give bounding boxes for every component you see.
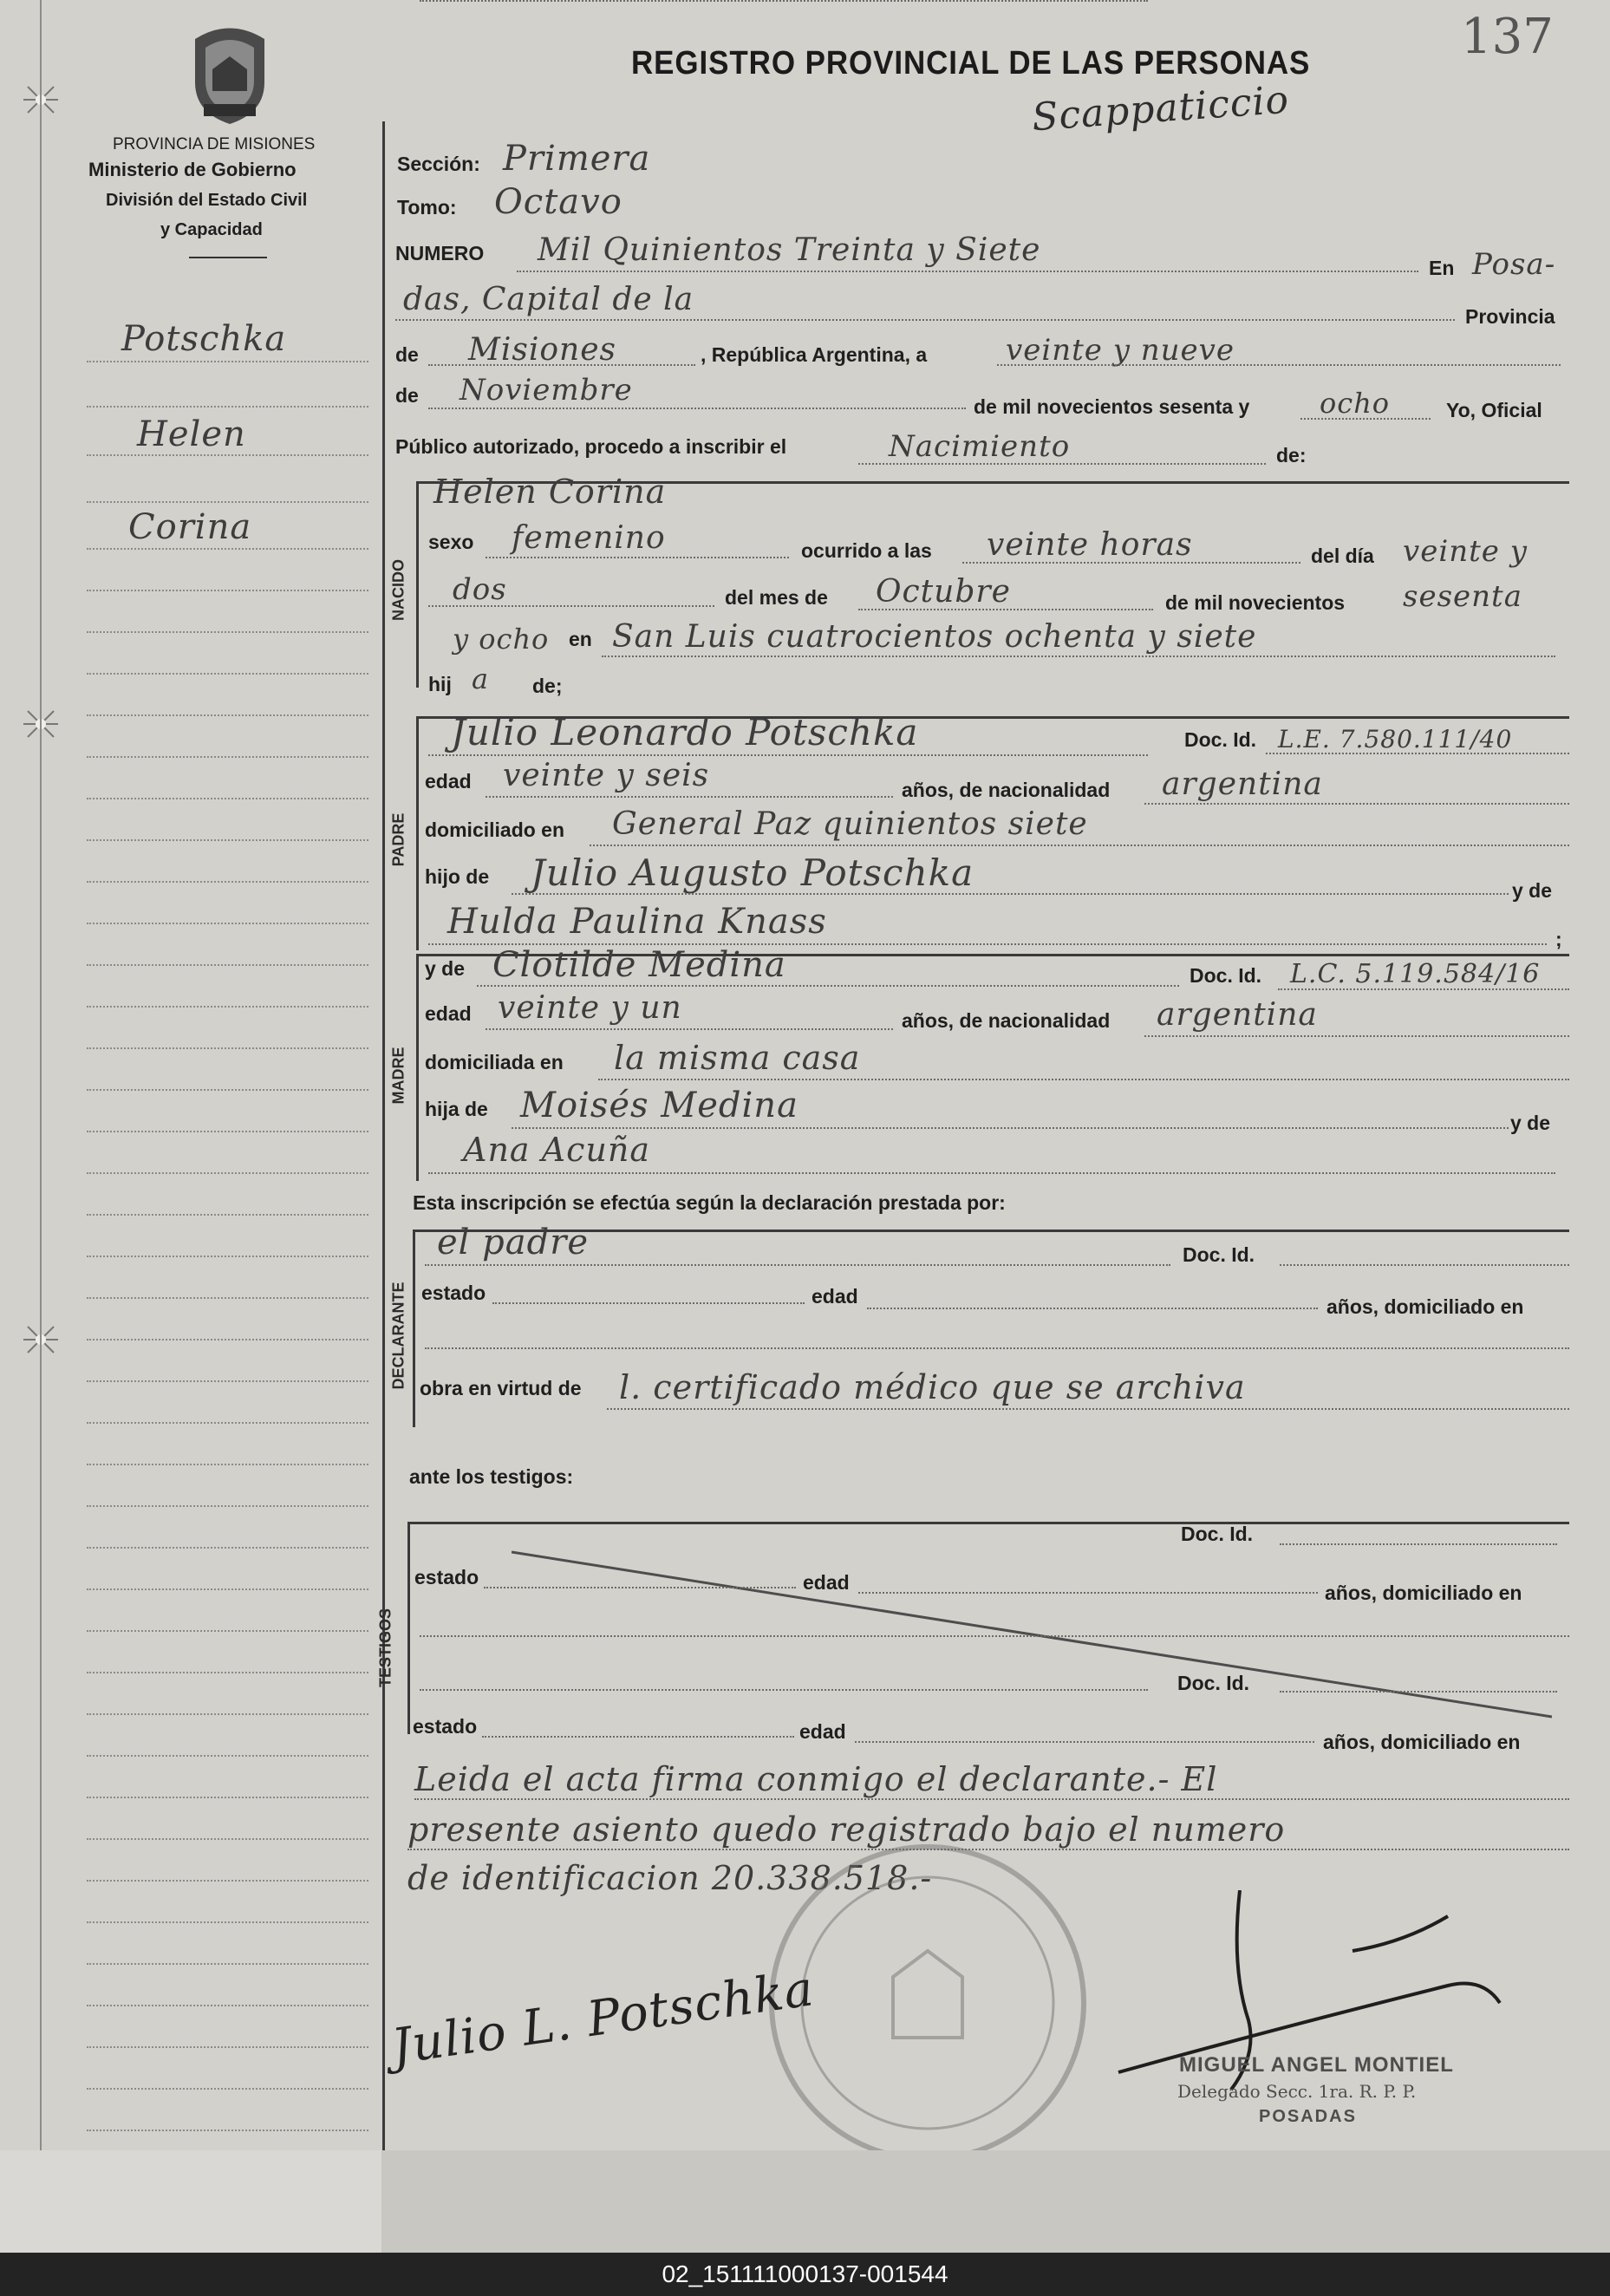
numero-label: NUMERO	[395, 242, 485, 264]
nacido-side-label: NACIDO	[389, 559, 407, 621]
madre-nombre: Clotilde Medina	[492, 945, 786, 985]
testigo2-estado-label: estado	[413, 1715, 478, 1738]
officer-place: POSADAS	[1259, 2107, 1357, 2126]
dia-nac-value-1: veinte y	[1403, 534, 1528, 569]
testigo1-edad-label: edad	[803, 1571, 850, 1594]
nacido-nombre: Helen Corina	[433, 473, 667, 511]
page-title: REGISTRO PROVINCIAL DE LAS PERSONAS	[631, 45, 1311, 82]
anio-value: ocho	[1320, 387, 1391, 420]
oficial-label: Yo, Oficial	[1446, 399, 1542, 421]
testigo2-docid-label: Doc. Id.	[1177, 1672, 1250, 1694]
officer-name: MIGUEL ANGEL MONTIEL	[1179, 2053, 1454, 2077]
padre-edad: veinte y seis	[503, 758, 710, 793]
padre-yde-label: y de	[1512, 879, 1553, 902]
en-label: En	[1429, 257, 1455, 279]
madre-nac: argentina	[1157, 997, 1318, 1033]
madre-yde-label: y de	[425, 957, 466, 980]
deldia-label: del día	[1311, 545, 1374, 567]
provincia-label: Provincia	[1465, 305, 1555, 328]
madre-edad: veinte y un	[498, 990, 682, 1026]
padre-nac: argentina	[1162, 766, 1323, 802]
officer-title: Delegado Secc. 1ra. R. P. P.	[1177, 2081, 1417, 2102]
madre-domiciliada-label: domiciliada en	[425, 1051, 564, 1073]
dia-nac-value-2: dos	[453, 572, 507, 607]
hij-value: a	[472, 662, 490, 695]
division-label-1: División del Estado Civil	[106, 191, 308, 210]
testigo2-anos-label: años, domiciliado en	[1323, 1731, 1521, 1753]
declarante-side-label: DECLARANTE	[389, 1282, 407, 1390]
madre-madre: Ana Acuña	[463, 1131, 650, 1169]
madre-docid-label: Doc. Id.	[1190, 964, 1262, 987]
padre-padre: Julio Augusto Potschka	[531, 851, 974, 894]
hora-value: veinte horas	[987, 527, 1193, 563]
notas-line-1: Leida el acta firma conmigo el declarante.- El	[414, 1760, 1218, 1798]
madre-edad-label: edad	[425, 1002, 472, 1025]
next-page-edge	[381, 2150, 1610, 2253]
margin-vertical-line	[382, 121, 385, 2159]
binding-stitch-line	[40, 0, 42, 2253]
title-signature: Scappaticcio	[1030, 77, 1291, 140]
padre-docid-label: Doc. Id.	[1184, 728, 1257, 751]
sexo-value: femenino	[512, 520, 666, 556]
declaracion-label: Esta inscripción se efectúa según la declaración prestada por:	[413, 1191, 1006, 1214]
mes-value: Noviembre	[460, 373, 633, 408]
hij-label: hij	[428, 673, 452, 695]
padre-hijode-label: hijo de	[425, 865, 490, 888]
padre-dom: General Paz quinientos siete	[612, 806, 1088, 842]
hij-de-label: de;	[532, 675, 563, 697]
declarante-value: el padre	[437, 1223, 590, 1262]
declarante-signature: Julio L. Potschka	[388, 1960, 818, 2076]
page-number: 137	[1461, 9, 1554, 65]
testigo1-estado-label: estado	[414, 1566, 479, 1588]
de3-label: de:	[1276, 444, 1307, 466]
padre-anos-label: años, de nacionalidad	[902, 779, 1111, 801]
en-value-2: das, Capital de la	[403, 282, 694, 317]
mes-nac-value: Octubre	[876, 574, 1011, 610]
file-id-footer: 02_151111000137-001544	[0, 2253, 1610, 2296]
lugar-value: San Luis cuatrocientos ochenta y siete	[612, 619, 1257, 655]
notas-line-3: de identificacion 20.338.518.-	[407, 1859, 933, 1897]
obra-label: obra en virtud de	[420, 1377, 582, 1399]
anio-nac-value-2: y ocho	[453, 623, 550, 656]
margin-name-1: Helen	[137, 414, 246, 454]
province-emblem-icon	[186, 22, 273, 126]
declarante-docid-label: Doc. Id.	[1183, 1243, 1255, 1266]
madre-hijade-label: hija de	[425, 1098, 488, 1120]
testigo2-edad-label: edad	[799, 1720, 846, 1743]
de2-label: de	[395, 384, 419, 407]
testigo1-docid-label: Doc. Id.	[1181, 1523, 1254, 1545]
numero-value: Mil Quinientos Treinta y Siete	[538, 232, 1041, 268]
madre-padre: Moisés Medina	[520, 1086, 798, 1125]
anio-nac-value-1: sesenta	[1403, 579, 1522, 614]
ministry-label: Ministerio de Gobierno	[88, 159, 297, 180]
margin-surname: Potschka	[121, 319, 287, 359]
testigos-side-label: TESTIGOS	[376, 1608, 394, 1688]
padre-madre: Hulda Paulina Knass	[447, 902, 827, 942]
demil-label: de mil novecientos	[1165, 591, 1346, 614]
padre-edad-label: edad	[425, 770, 472, 793]
en2-label: en	[569, 628, 592, 650]
seccion-value: Primera	[503, 139, 651, 179]
declarante-edad-label: edad	[812, 1285, 858, 1308]
publico-label: Público autorizado, procedo a inscribir el	[395, 435, 787, 458]
header-rule	[189, 257, 267, 258]
province-label: PROVINCIA DE MISIONES	[113, 135, 316, 153]
padre-doc: L.E. 7.580.111/40	[1278, 725, 1513, 753]
anio-label: de mil novecientos sesenta y	[974, 395, 1250, 418]
provincia-value: Misiones	[468, 332, 617, 368]
madre-yde-label-2: y de	[1510, 1112, 1551, 1134]
republica-label: , República Argentina, a	[701, 343, 928, 366]
testigo1-anos-label: años, domiciliado en	[1325, 1582, 1522, 1604]
madre-dom: la misma casa	[614, 1039, 861, 1077]
cancel-stroke	[512, 1543, 1552, 1725]
division-label-2: y Capacidad	[160, 220, 263, 239]
declarante-anos-label: años, domiciliado en	[1326, 1295, 1524, 1318]
declarante-estado-label: estado	[421, 1282, 486, 1304]
madre-doc: L.C. 5.119.584/16	[1290, 959, 1541, 989]
acto-value: Nacimiento	[889, 429, 1071, 464]
tomo-label: Tomo:	[397, 196, 457, 219]
ocurrido-label: ocurrido a las	[801, 539, 932, 562]
tomo-value: Octavo	[494, 182, 622, 222]
madre-anos-label: años, de nacionalidad	[902, 1009, 1111, 1032]
padre-domiciliado-label: domiciliado en	[425, 819, 565, 841]
margin-name-2: Corina	[128, 507, 252, 547]
de-label: de	[395, 343, 419, 366]
madre-side-label: MADRE	[389, 1047, 407, 1105]
seccion-label: Sección:	[397, 153, 480, 175]
sexo-label: sexo	[428, 531, 474, 553]
padre-nombre: Julio Leonardo Potschka	[451, 711, 919, 753]
testigos-label: ante los testigos:	[409, 1465, 574, 1488]
dia-value: veinte y nueve	[1006, 333, 1235, 368]
en-value-1: Posa-	[1472, 247, 1556, 282]
obra-value: l. certificado médico que se archiva	[619, 1368, 1246, 1406]
padre-side-label: PADRE	[389, 812, 407, 867]
notas-line-2: presente asiento quedo registrado bajo el numero	[407, 1810, 1286, 1849]
semicolon-label: ;	[1555, 928, 1562, 950]
delmes-label: del mes de	[725, 586, 828, 609]
